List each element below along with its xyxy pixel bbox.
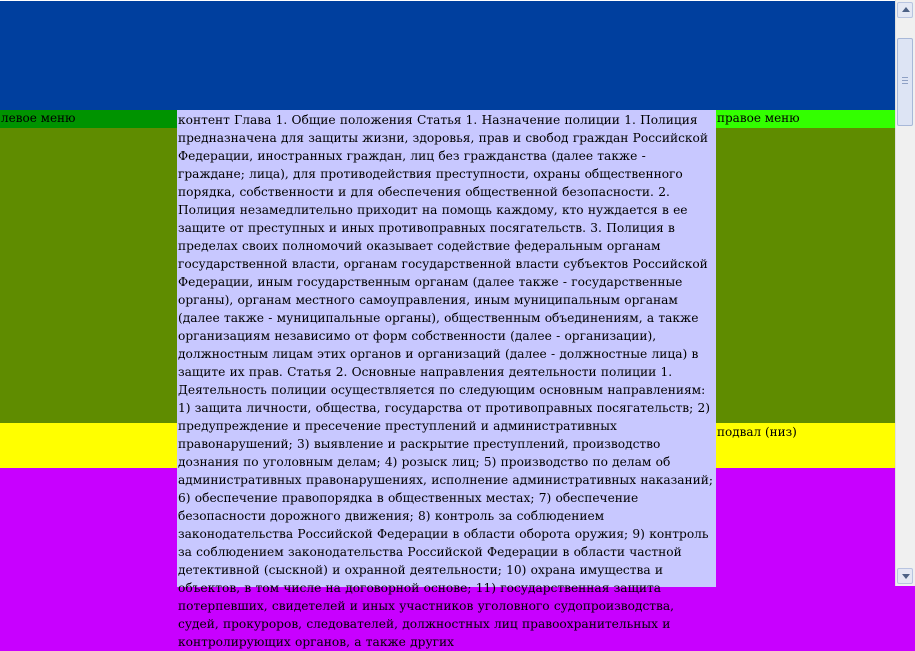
scroll-down-button[interactable] [897, 568, 913, 584]
footer-label: подвал (низ) [717, 425, 797, 439]
grip-line-icon [902, 80, 908, 81]
scroll-up-button[interactable] [897, 2, 913, 18]
footer [716, 423, 896, 468]
main-content [177, 110, 716, 649]
grip-line-icon [902, 77, 908, 78]
content-text: контент Глава 1. Общие положения Статья 1. Назначение полиции 1. Полиция предназначена для защиты жизни, здоровья, прав и свобод граждан Российской Федерации, иностранных граждан, лиц без гражданства (далее также - граждане; лица), для противодействия преступности, охраны общественного порядка, собственности и для обеспечения общественной безопасности. 2. Полиция незамедлительно приходит на помощь каждому, кто нуждается в ее защите от преступных и иных противоправных посягательств. 3. Полиция в пределах своих полномочий оказывает содействие федеральным органам государственной власти, органам государственной власти субъектов Российской Федерации, иным государственным органам (далее также - государственные органы), органам местного самоуправления, иным муниципальным органам (далее также - муниципальные органы), общественным объединениям, а также организациям независимо от форм собственности (далее - организации), должностным лицам этих органов и организаций (далее - должностные лица) в защите их прав. Статья 2. Основные направления деятельности полиции 1. Деятельность полиции осуществляется по следующим основным направлениям: 1) защита личности, общества, государства от противоправных посягательств; 2) предупреждение и пресечение преступлений и административных правонарушений; 3) выявление и раскрытие преступлений, производство дознания по уголовным делам; 4) розыск лиц; 5) производство по делам об административных правонарушениях, исполнение административных наказаний; 6) обеспечение правопорядка в общественных местах; 7) обеспечение безопасности дорожного движения; 8) контроль за соблюдением законодательства Российской Федерации в области оборота оружия; 9) контроль за соблюдением законодательства Российской Федерации в области частной детективной (сыскной) и охранной деятельности; 10) охрана имущества и объектов, в том числе на договорной основе; 11) государственная защита потерпевших, свидетелей и иных участников уголовного судопроизводства, судей, прокуроров, следователей, должностных лиц правоохранительных и контролирующих органов, а также других [178, 113, 714, 649]
arrow-up-icon [902, 7, 910, 12]
footer-left-block [0, 423, 177, 468]
right-menu [716, 110, 896, 128]
grip-line-icon [902, 83, 908, 84]
left-menu-label: левое меню [1, 111, 76, 125]
arrow-down-icon [902, 574, 910, 579]
left-menu [0, 110, 178, 128]
right-column-fill [716, 128, 895, 423]
left-column-fill [0, 128, 177, 423]
header [0, 0, 895, 111]
vertical-scrollbar[interactable] [895, 0, 915, 586]
scroll-thumb[interactable] [897, 38, 913, 126]
right-menu-label: правое меню [717, 111, 800, 125]
